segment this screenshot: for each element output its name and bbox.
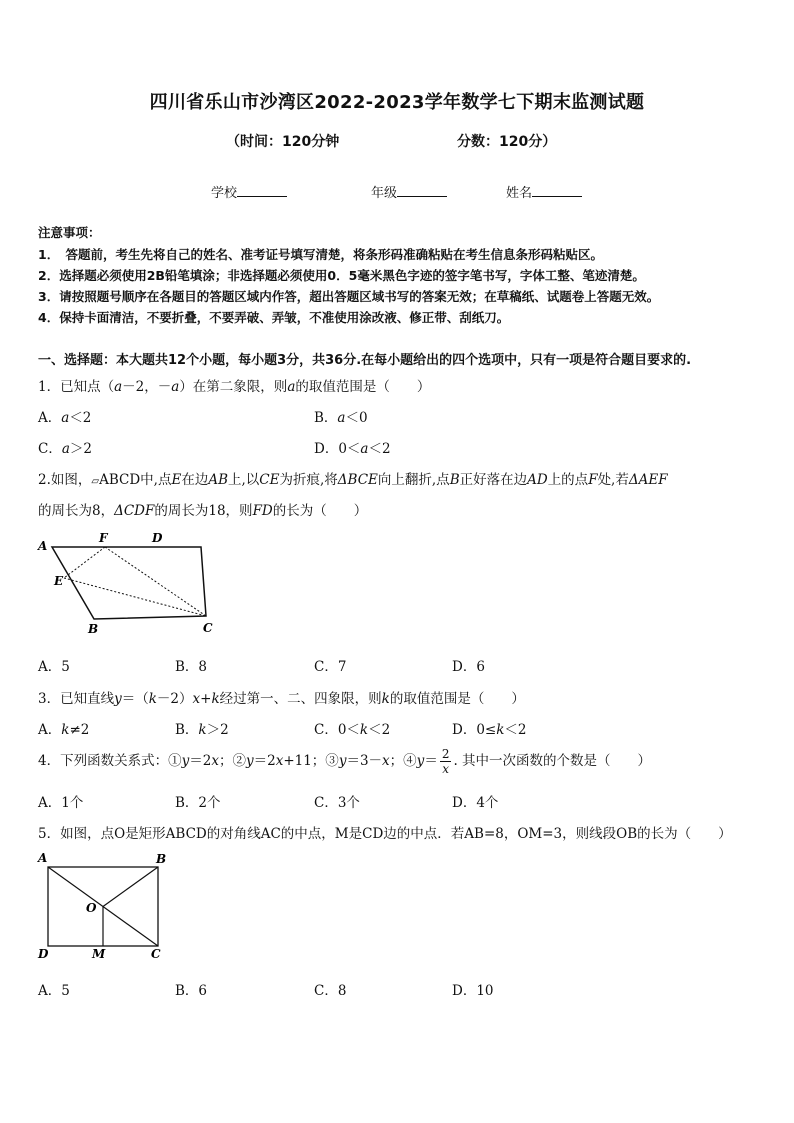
label-a: A — [38, 851, 48, 865]
q4-option-a[interactable]: A．1个 — [38, 795, 84, 811]
q1-option-b[interactable]: B．a＜0 — [314, 410, 368, 426]
label-f: F — [99, 531, 108, 545]
q2-option-b[interactable]: B．8 — [175, 659, 208, 675]
q5-option-b[interactable]: B．6 — [175, 983, 208, 999]
notice-item: 4．保持卡面清洁，不要折叠，不要弄破、弄皱，不准使用涂改液、修正带、刮纸刀。 — [38, 310, 510, 325]
label-m: M — [92, 947, 106, 961]
section-heading: 一、选择题：本大题共12个小题，每小题3分，共36分.在每小题给出的四个选项中，只有一项是符合题目要求的. — [38, 353, 692, 368]
parallelogram-symbol: ▱ — [91, 476, 100, 487]
q3-option-a[interactable]: A．k≠2 — [38, 722, 90, 738]
q4-option-b[interactable]: B．2个 — [175, 795, 221, 811]
question-2-stem-line2: 的周长为8，ΔCDF的周长为18，则FD的长为（ ） — [38, 503, 368, 519]
label-c: C — [203, 621, 213, 635]
school-field[interactable] — [211, 182, 287, 201]
school-label: 学校 — [211, 186, 238, 201]
question-3-stem: 3．已知直线y＝（k－2）x+k经过第一、二、四象限，则k的取值范围是（ ） — [38, 691, 525, 707]
q5-option-d[interactable]: D．10 — [452, 983, 494, 999]
q4-option-c[interactable]: C．3个 — [314, 795, 360, 811]
notice-heading: 注意事项： — [38, 225, 101, 240]
notice-item: 3．请按照题号顺序在各题目的答题区域内作答，超出答题区域书写的答案无效；在草稿纸、试题卷上答题无效。 — [38, 289, 660, 304]
q2-option-a[interactable]: A．5 — [38, 659, 70, 675]
q5-option-a[interactable]: A．5 — [38, 983, 70, 999]
notice-item: 1． 答题前，考生先将自己的姓名、准考证号填写清楚，将条形码准确粘贴在考生信息条形码粘贴区。 — [38, 247, 603, 262]
name-label: 姓名 — [506, 186, 533, 201]
page-title: 四川省乐山市沙湾区2022-2023学年数学七下期末监测试题 — [149, 92, 645, 113]
q4-option-d[interactable]: D．4个 — [452, 795, 499, 811]
notice-item: 2．选择题必须使用2B铅笔填涂；非选择题必须使用0．5毫米黑色字迹的签字笔书写，字体工整、笔迹清楚。 — [38, 268, 645, 283]
grade-field[interactable] — [371, 182, 447, 201]
q3-option-c[interactable]: C．0＜k＜2 — [314, 722, 391, 738]
question-1-stem: 1．已知点（a－2，－a）在第二象限，则a的取值范围是（ ） — [38, 379, 431, 395]
q5-option-c[interactable]: C．8 — [314, 983, 347, 999]
grade-label: 年级 — [371, 186, 398, 201]
question-5-stem: 5．如图，点O是矩形ABCD的对角线AC的中点，M是CD边的中点．若AB=8，OM=3，则线段OB的长为（ ） — [38, 826, 732, 842]
question-2-stem-line1: 2.如图，▱ABCD中,点E在边AB上,以CE为折痕,将ΔBCE向上翻折,点B正好落在边AD上的点F处,若ΔAEF — [38, 472, 668, 488]
q2-option-d[interactable]: D．6 — [452, 659, 485, 675]
name-field[interactable] — [506, 182, 582, 201]
q1-option-d[interactable]: D．0＜a＜2 — [314, 441, 391, 457]
exam-score: 分数：120分） — [457, 134, 557, 150]
q1-option-c[interactable]: C．a＞2 — [38, 441, 92, 457]
q3-option-d[interactable]: D．0≤k＜2 — [452, 722, 527, 738]
label-d: D — [152, 531, 163, 545]
q3-option-b[interactable]: B．k＞2 — [175, 722, 229, 738]
q1-option-a[interactable]: A．a＜2 — [38, 410, 92, 426]
q2-option-c[interactable]: C．7 — [314, 659, 347, 675]
exam-time: （时间：120分钟 — [226, 134, 340, 150]
q5-rectangle-figure — [34, 850, 174, 965]
label-e: E — [54, 574, 64, 588]
label-a: A — [38, 539, 48, 553]
question-4-stem: 4．下列函数关系式：①y＝2x；②y＝2x+11；③y＝3－x；④y＝ $\frac{2}{x}$ . 其中一次函数的个数是（ ） — [38, 747, 652, 776]
label-o: O — [86, 901, 97, 915]
label-b: B — [156, 852, 167, 866]
label-d: D — [38, 947, 49, 961]
label-b: B — [88, 622, 99, 636]
q2-parallelogram-figure — [34, 530, 224, 645]
fraction-2-over-x: $\frac{2}{x}$ — [441, 747, 450, 776]
label-c: C — [151, 947, 161, 961]
